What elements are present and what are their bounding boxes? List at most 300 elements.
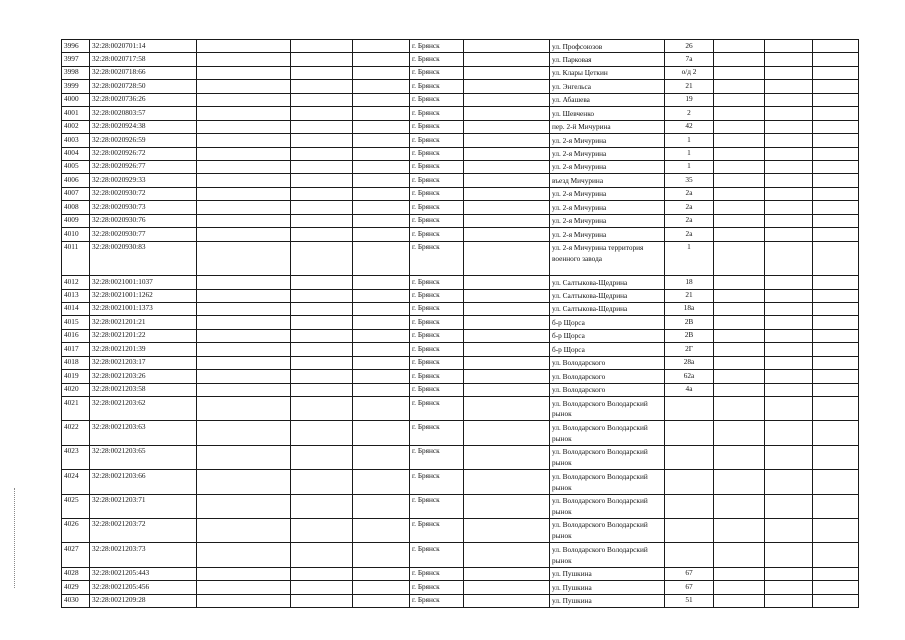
cell-empty [714, 187, 765, 200]
cell-empty [813, 581, 859, 594]
cell-empty [714, 120, 765, 133]
cell-empty [353, 567, 410, 580]
cell-empty [291, 147, 353, 160]
cell-cadastral: 32:28:0020926:59 [90, 134, 197, 147]
cell-empty [291, 120, 353, 133]
cell-city: г. Брянск [410, 356, 464, 369]
cell-empty [464, 120, 550, 133]
cell-empty [291, 370, 353, 383]
cell-empty [813, 134, 859, 147]
cell-empty [291, 241, 353, 276]
cell-empty [464, 343, 550, 356]
cell-city: г. Брянск [410, 241, 464, 276]
cell-street: ул. Пушкина [550, 567, 665, 580]
cell-empty [353, 445, 410, 469]
cell-empty [291, 470, 353, 494]
cell-city: г. Брянск [410, 329, 464, 342]
cell-empty [291, 80, 353, 93]
cell-number: 4004 [62, 147, 90, 160]
cell-street: ул. 2-я Мичурина [550, 187, 665, 200]
cell-empty [353, 370, 410, 383]
cell-house: 7а [665, 53, 714, 66]
cell-house: 28а [665, 356, 714, 369]
cell-house: 21 [665, 80, 714, 93]
cell-empty [353, 241, 410, 276]
cell-empty [464, 518, 550, 542]
table-row [62, 518, 859, 542]
cell-street: ул. 2-я Мичурина [550, 134, 665, 147]
cell-empty [714, 93, 765, 106]
cell-empty [353, 316, 410, 329]
cell-empty [291, 302, 353, 315]
cell-empty [714, 289, 765, 302]
cell-empty [813, 289, 859, 302]
cell-empty [353, 228, 410, 241]
cell-empty [197, 421, 291, 445]
cell-empty [464, 80, 550, 93]
cell-empty [765, 276, 813, 289]
cell-empty [714, 174, 765, 187]
cell-empty [291, 107, 353, 120]
cell-empty [353, 329, 410, 342]
cell-empty [197, 543, 291, 567]
cell-empty [813, 343, 859, 356]
cell-city: г. Брянск [410, 543, 464, 567]
cell-cadastral: 32:28:0021001:1037 [90, 276, 197, 289]
table-row [62, 201, 859, 214]
cell-empty [464, 174, 550, 187]
cell-empty [813, 187, 859, 200]
cell-street: ул. Володарского Володарский рынок [550, 470, 665, 494]
cell-street: ул. Клары Цеткин [550, 66, 665, 79]
cell-street: ул. Володарского Володарский рынок [550, 397, 665, 421]
cell-city: г. Брянск [410, 397, 464, 421]
cell-empty [197, 518, 291, 542]
cell-cadastral: 32:28:0020929:33 [90, 174, 197, 187]
cell-street: ул. Профсоюзов [550, 40, 665, 53]
cell-empty [813, 543, 859, 567]
cell-street: ул. Пушкина [550, 594, 665, 607]
cell-street: пер. 2-й Мичурина [550, 120, 665, 133]
cell-empty [197, 241, 291, 276]
cell-empty [353, 494, 410, 518]
cell-empty [813, 93, 859, 106]
cell-empty [464, 397, 550, 421]
table-row [62, 53, 859, 66]
cell-empty [714, 370, 765, 383]
cell-empty [291, 289, 353, 302]
cell-street: б-р Щорса [550, 329, 665, 342]
cell-empty [813, 316, 859, 329]
cell-cadastral: 32:28:0020803:57 [90, 107, 197, 120]
cell-cadastral: 32:28:0021001:1373 [90, 302, 197, 315]
cell-empty [464, 316, 550, 329]
cell-street: ул. 2-я Мичурина [550, 147, 665, 160]
cell-empty [714, 160, 765, 173]
cell-house: 2В [665, 329, 714, 342]
cell-house: 67 [665, 581, 714, 594]
cell-cadastral: 32:28:0020930:77 [90, 228, 197, 241]
cell-empty [765, 421, 813, 445]
cell-house [665, 518, 714, 542]
cell-cadastral: 32:28:0021203:71 [90, 494, 197, 518]
cell-city: г. Брянск [410, 134, 464, 147]
cell-empty [353, 93, 410, 106]
cell-number: 4009 [62, 214, 90, 227]
cell-empty [197, 470, 291, 494]
cell-house: 67 [665, 567, 714, 580]
cell-cadastral: 32:28:0020924:38 [90, 120, 197, 133]
cell-empty [464, 187, 550, 200]
cell-cadastral: 32:28:0021203:17 [90, 356, 197, 369]
cell-empty [197, 160, 291, 173]
cell-cadastral: 32:28:0020930:83 [90, 241, 197, 276]
cell-empty [464, 370, 550, 383]
cell-empty [464, 302, 550, 315]
cell-empty [813, 201, 859, 214]
cell-empty [714, 80, 765, 93]
cell-empty [353, 343, 410, 356]
cell-empty [197, 370, 291, 383]
cell-cadastral: 32:28:0020717:58 [90, 53, 197, 66]
cell-street: ул. Володарского Володарский рынок [550, 543, 665, 567]
cell-empty [813, 160, 859, 173]
table-row [62, 107, 859, 120]
cell-street: ул. Салтыкова-Щедрина [550, 302, 665, 315]
cell-city: г. Брянск [410, 370, 464, 383]
cell-empty [464, 356, 550, 369]
table-row [62, 370, 859, 383]
cell-house: 2а [665, 187, 714, 200]
cell-empty [714, 543, 765, 567]
cell-house: 1 [665, 134, 714, 147]
cell-street: ул. Володарского [550, 370, 665, 383]
cell-empty [765, 518, 813, 542]
cell-street: б-р Щорса [550, 343, 665, 356]
cell-empty [813, 329, 859, 342]
cell-number: 4012 [62, 276, 90, 289]
cell-empty [291, 276, 353, 289]
cell-house: 4а [665, 383, 714, 396]
cell-empty [197, 445, 291, 469]
cell-empty [291, 356, 353, 369]
cell-street: ул. Володарского Володарский рынок [550, 421, 665, 445]
table-row [62, 581, 859, 594]
table-row [62, 594, 859, 607]
cell-number: 4022 [62, 421, 90, 445]
cell-cadastral: 32:28:0020930:72 [90, 187, 197, 200]
cell-empty [291, 397, 353, 421]
cell-empty [464, 289, 550, 302]
cell-city: г. Брянск [410, 80, 464, 93]
cell-city: г. Брянск [410, 160, 464, 173]
cell-cadastral: 32:28:0020930:76 [90, 214, 197, 227]
cell-number: 4026 [62, 518, 90, 542]
registry-table [61, 39, 859, 608]
cell-empty [714, 316, 765, 329]
cell-number: 3996 [62, 40, 90, 53]
cell-empty [464, 201, 550, 214]
cell-cadastral: 32:28:0021205:456 [90, 581, 197, 594]
cell-empty [197, 228, 291, 241]
cell-empty [291, 543, 353, 567]
cell-city: г. Брянск [410, 316, 464, 329]
cell-empty [464, 421, 550, 445]
cell-empty [353, 201, 410, 214]
table-row [62, 214, 859, 227]
cell-empty [464, 160, 550, 173]
cell-empty [765, 80, 813, 93]
table-row [62, 302, 859, 315]
cell-city: г. Брянск [410, 147, 464, 160]
cell-empty [291, 40, 353, 53]
cell-empty [813, 107, 859, 120]
cell-house: 21 [665, 289, 714, 302]
cell-empty [353, 160, 410, 173]
cell-empty [291, 567, 353, 580]
cell-empty [464, 567, 550, 580]
table-row [62, 445, 859, 469]
cell-empty [197, 53, 291, 66]
cell-empty [464, 107, 550, 120]
cell-empty [291, 594, 353, 607]
cell-empty [353, 470, 410, 494]
cell-house: 2а [665, 201, 714, 214]
cell-street: ул. 2-я Мичурина [550, 201, 665, 214]
cell-empty [197, 40, 291, 53]
cell-empty [813, 518, 859, 542]
cell-empty [765, 470, 813, 494]
cell-empty [464, 543, 550, 567]
cell-empty [765, 343, 813, 356]
cell-empty [813, 53, 859, 66]
cell-empty [765, 356, 813, 369]
cell-house [665, 470, 714, 494]
cell-empty [353, 397, 410, 421]
cell-street: ул. Пушкина [550, 581, 665, 594]
cell-city: г. Брянск [410, 470, 464, 494]
table-row [62, 241, 859, 276]
cell-city: г. Брянск [410, 343, 464, 356]
cell-empty [291, 383, 353, 396]
cell-empty [714, 53, 765, 66]
cell-empty [714, 40, 765, 53]
cell-empty [765, 543, 813, 567]
cell-cadastral: 32:28:0021203:62 [90, 397, 197, 421]
cell-empty [714, 518, 765, 542]
table-row [62, 494, 859, 518]
table-row [62, 66, 859, 79]
cell-street: въезд Мичурина [550, 174, 665, 187]
cell-empty [353, 383, 410, 396]
cell-empty [765, 302, 813, 315]
cell-house: 62а [665, 370, 714, 383]
cell-house [665, 445, 714, 469]
cell-city: г. Брянск [410, 120, 464, 133]
cell-empty [353, 66, 410, 79]
cell-number: 4020 [62, 383, 90, 396]
cell-city: г. Брянск [410, 53, 464, 66]
cell-empty [353, 134, 410, 147]
cell-house: о/д 2 [665, 66, 714, 79]
cell-cadastral: 32:28:0020926:77 [90, 160, 197, 173]
cell-empty [765, 241, 813, 276]
cell-empty [765, 214, 813, 227]
cell-city: г. Брянск [410, 276, 464, 289]
cell-empty [291, 518, 353, 542]
table-row [62, 356, 859, 369]
cell-empty [353, 120, 410, 133]
cell-empty [714, 397, 765, 421]
table-row [62, 160, 859, 173]
cell-number: 4007 [62, 187, 90, 200]
cell-empty [197, 201, 291, 214]
cell-empty [765, 289, 813, 302]
cell-street: ул. Абашева [550, 93, 665, 106]
table-row [62, 316, 859, 329]
cell-street: ул. Володарского [550, 356, 665, 369]
cell-cadastral: 32:28:0020736:26 [90, 93, 197, 106]
cell-empty [464, 581, 550, 594]
cell-city: г. Брянск [410, 228, 464, 241]
cell-empty [714, 241, 765, 276]
cell-empty [765, 228, 813, 241]
cell-empty [714, 201, 765, 214]
cell-empty [291, 445, 353, 469]
cell-cadastral: 32:28:0021201:39 [90, 343, 197, 356]
cell-empty [197, 120, 291, 133]
table-row [62, 80, 859, 93]
cell-empty [353, 40, 410, 53]
cell-house: 2 [665, 107, 714, 120]
cell-empty [197, 174, 291, 187]
cell-house [665, 494, 714, 518]
cell-empty [353, 174, 410, 187]
cell-cadastral: 32:28:0021205:443 [90, 567, 197, 580]
cell-number: 4014 [62, 302, 90, 315]
cell-empty [353, 276, 410, 289]
cell-empty [813, 147, 859, 160]
cell-empty [813, 370, 859, 383]
cell-cadastral: 32:28:0021203:58 [90, 383, 197, 396]
cell-city: г. Брянск [410, 594, 464, 607]
cell-house: 2а [665, 228, 714, 241]
cell-number: 4001 [62, 107, 90, 120]
cell-cadastral: 32:28:0021201:22 [90, 329, 197, 342]
cell-house: 1 [665, 160, 714, 173]
cell-street: ул. Володарского [550, 383, 665, 396]
cell-empty [353, 80, 410, 93]
cell-house [665, 421, 714, 445]
cell-empty [291, 329, 353, 342]
cell-empty [714, 445, 765, 469]
cell-number: 3998 [62, 66, 90, 79]
table-row [62, 343, 859, 356]
table-row [62, 421, 859, 445]
cell-empty [765, 594, 813, 607]
cell-empty [353, 543, 410, 567]
cell-empty [714, 276, 765, 289]
cell-house [665, 543, 714, 567]
cell-empty [813, 66, 859, 79]
cell-number: 4003 [62, 134, 90, 147]
cell-empty [714, 302, 765, 315]
cell-number: 3997 [62, 53, 90, 66]
cell-city: г. Брянск [410, 289, 464, 302]
cell-empty [813, 445, 859, 469]
cell-empty [291, 66, 353, 79]
cell-number: 4029 [62, 581, 90, 594]
cell-empty [464, 134, 550, 147]
cell-empty [197, 214, 291, 227]
cell-empty [353, 581, 410, 594]
cell-empty [813, 421, 859, 445]
cell-house: 51 [665, 594, 714, 607]
cell-street: ул. Володарского Володарский рынок [550, 494, 665, 518]
table-row [62, 276, 859, 289]
cell-empty [464, 594, 550, 607]
cell-city: г. Брянск [410, 40, 464, 53]
cell-empty [813, 214, 859, 227]
cell-city: г. Брянск [410, 201, 464, 214]
cell-cadastral: 32:28:0021203:72 [90, 518, 197, 542]
cell-house: 18а [665, 302, 714, 315]
cell-house: 18 [665, 276, 714, 289]
cell-empty [353, 107, 410, 120]
cell-empty [464, 445, 550, 469]
cell-city: г. Брянск [410, 66, 464, 79]
cell-empty [464, 93, 550, 106]
table-row [62, 174, 859, 187]
registry-body [62, 40, 859, 608]
cell-house: 26 [665, 40, 714, 53]
cell-empty [291, 316, 353, 329]
cell-empty [197, 316, 291, 329]
cell-empty [714, 494, 765, 518]
cell-city: г. Брянск [410, 421, 464, 445]
cell-empty [291, 93, 353, 106]
cell-empty [765, 66, 813, 79]
cell-empty [765, 397, 813, 421]
cell-street: ул. Энгельса [550, 80, 665, 93]
cell-street: ул. 2-я Мичурина территория военного завода [550, 241, 665, 276]
cell-empty [765, 93, 813, 106]
cell-house [665, 397, 714, 421]
cell-empty [714, 356, 765, 369]
cell-empty [353, 302, 410, 315]
cell-empty [714, 107, 765, 120]
table-row [62, 228, 859, 241]
cell-empty [291, 214, 353, 227]
cell-house: 19 [665, 93, 714, 106]
cell-empty [765, 316, 813, 329]
cell-cadastral: 32:28:0021001:1262 [90, 289, 197, 302]
cell-street: ул. Шевченко [550, 107, 665, 120]
margin-scan-line [14, 488, 15, 588]
cell-empty [813, 397, 859, 421]
cell-number: 4025 [62, 494, 90, 518]
cell-empty [197, 187, 291, 200]
cell-empty [813, 40, 859, 53]
cell-empty [765, 120, 813, 133]
table-row [62, 470, 859, 494]
table-row [62, 147, 859, 160]
cell-empty [464, 383, 550, 396]
cell-cadastral: 32:28:0020930:73 [90, 201, 197, 214]
table-row [62, 187, 859, 200]
cell-empty [291, 160, 353, 173]
cell-empty [197, 329, 291, 342]
